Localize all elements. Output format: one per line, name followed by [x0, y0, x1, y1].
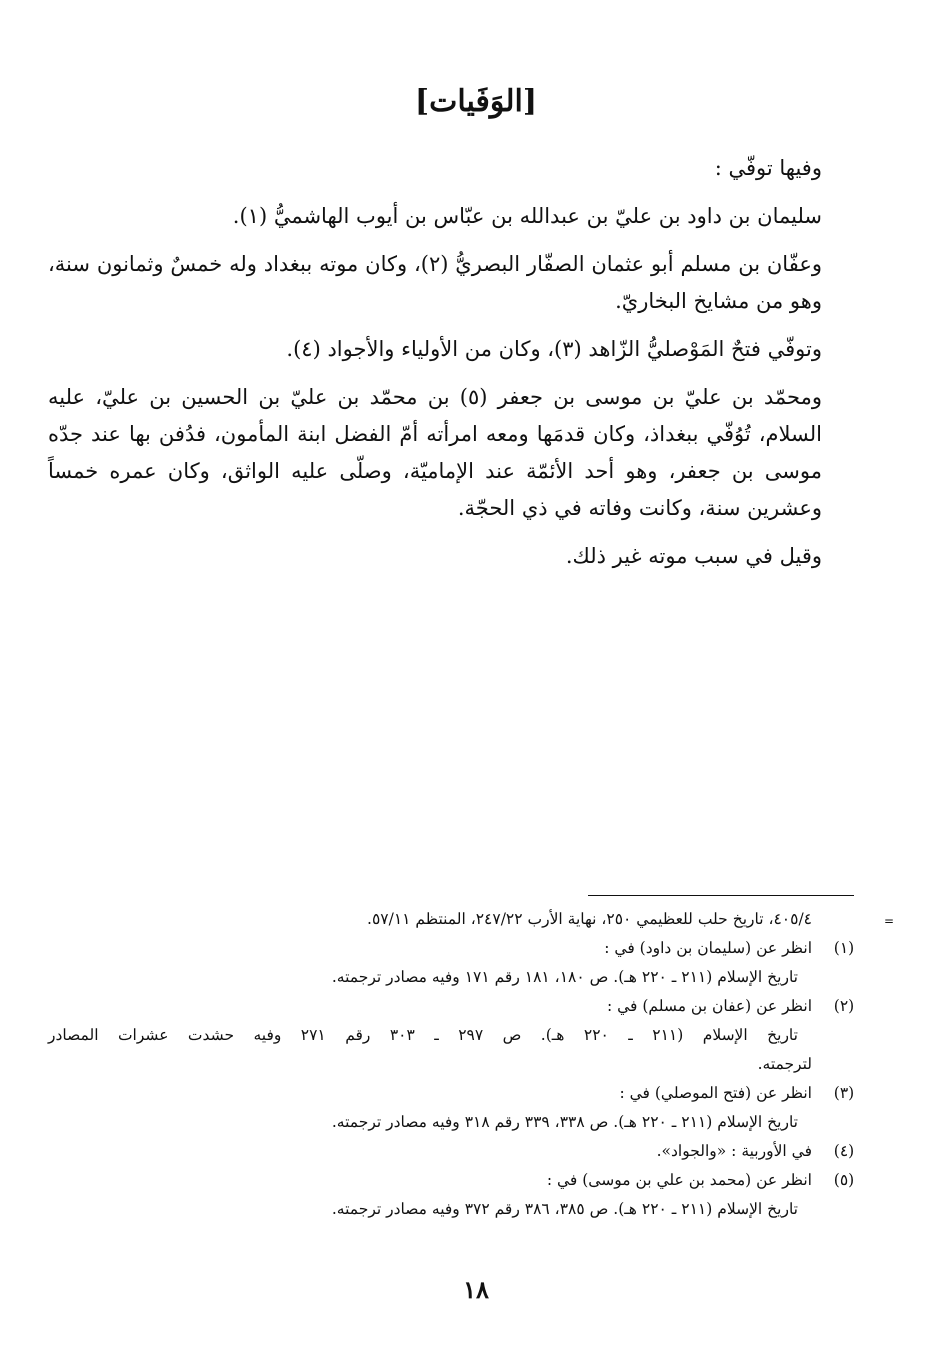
- footnote-line: تاريخ الإسلام (٢١١ ـ ٢٢٠ هـ). ص ٣٣٨، ٣٣٩ رقم ٣١٨ وفيه مصادر ترجمته.: [331, 1113, 798, 1131]
- footnote-continuation: [48, 905, 894, 934]
- paragraph-intro: وفيها توفّي :: [714, 156, 822, 180]
- footnote-head: انظر عن (محمد بن علي بن موسى) في :: [546, 1171, 812, 1189]
- section-title: [الوَفَيات]: [414, 84, 538, 119]
- footnote-item: [48, 1137, 864, 1166]
- footnote-line: لترجمته.: [757, 1055, 812, 1073]
- paragraph-muhammad: ومحمّد بن عليّ بن موسى بن جعفر (٥) بن محمّد بن عليّ بن الحسين بن عليّ، عليه السلام، تُوُفّي ببغداذ، وكان قدمَها ومعه امرأته أمّ الفضل ابنة المأمون، فدُفن بها عند جدّه موسى بن جعفر، وهو أحد الأئمّة عند الإماميّة، وصلّى عليه الواثق، وكان عمره خمساً وعشرين سنة، وكانت وفاته في ذي الحجّة.: [48, 385, 823, 520]
- footnotes: [48, 905, 894, 1224]
- footnote-item: [48, 1166, 864, 1224]
- footnote-line: تاريخ الإسلام (٢١١ ـ ٢٢٠ هـ). ص ١٨٠، ١٨١ رقم ١٧١ وفيه مصادر ترجمته.: [331, 968, 798, 986]
- footnote-head: انظر عن (فتح الموصلي) في :: [619, 1084, 812, 1102]
- footnote-separator: [588, 895, 854, 896]
- footnote-line: تاريخ الإسلام (٢١١ ـ ٢٢٠ هـ). ص ٢٩٧ ـ ٣٠٣ رقم ٢٧١ وفيه حشدت عشرات المصادر: [48, 1026, 798, 1044]
- footnote-line: تاريخ الإسلام (٢١١ ـ ٢٢٠ هـ). ص ٣٨٥، ٣٨٦ رقم ٣٧٢ وفيه مصادر ترجمته.: [331, 1200, 798, 1218]
- footnote-number: (١): [833, 939, 855, 957]
- page-number: ١٨: [463, 1275, 489, 1304]
- footnote-item: [48, 1079, 864, 1137]
- footnote-number: (٥): [833, 1171, 855, 1189]
- paragraph-sulayman: سليمان بن داود بن عليّ بن عبدالله بن عبّاس بن أيوب الهاشميُّ (١).: [232, 204, 822, 228]
- paragraph-closing: وقيل في سبب موته غير ذلك.: [565, 544, 822, 568]
- footnote-head: في الأوربية : «والجواد».: [656, 1142, 812, 1160]
- footnote-head: انظر عن (سليمان بن داود) في :: [604, 939, 812, 957]
- footnote-number: (٤): [833, 1142, 855, 1160]
- continuation-mark: =: [883, 914, 894, 928]
- paragraph-affan: وعفّان بن مسلم أبو عثمان الصفّار البصريُّ (٢)، وكان موته ببغداد وله خمسٌ وثمانون سنة، وهو من مشايخ البخاريّ.: [48, 252, 823, 313]
- footnote-intro: ٤٠٥/٤، تاريخ حلب للعظيمي ٢٥٠، نهاية الأرب ٢٤٧/٢٢، المنتظم ٥٧/١١.: [367, 910, 812, 928]
- paragraph-fath: وتوفّي فتحٌ المَوْصليُّ الزّاهد (٣)، وكان من الأولياء والأجواد (٤).: [286, 337, 822, 361]
- footnote-item: [48, 934, 864, 992]
- main-text: [48, 150, 842, 586]
- footnote-number: (٣): [833, 1084, 855, 1102]
- footnote-head: انظر عن (عفان بن مسلم) في :: [606, 997, 812, 1015]
- footnote-item: [48, 992, 864, 1079]
- footnote-number: (٢): [833, 997, 855, 1015]
